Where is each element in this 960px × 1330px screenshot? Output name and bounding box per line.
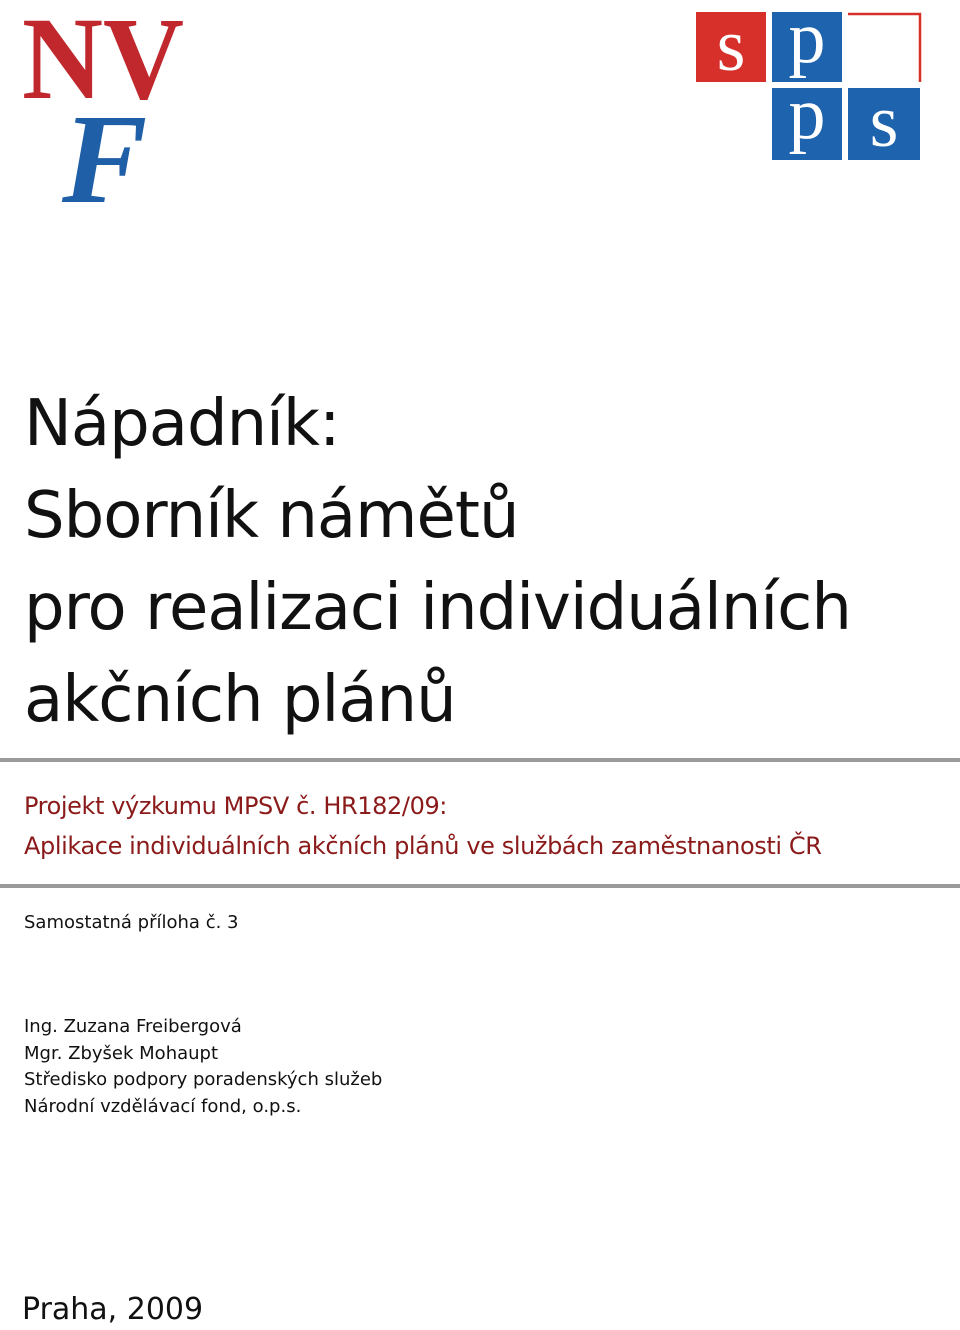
title-line-3: pro realizaci individuálních	[24, 571, 851, 645]
nvf-logo-nv: NV	[22, 6, 184, 124]
title-line-4: akčních plánů	[24, 663, 456, 737]
spps-tile-p2: p	[788, 73, 826, 155]
annex-label: Samostatná příloha č. 3	[24, 912, 239, 933]
title-line-2: Sborník námětů	[24, 479, 519, 553]
spps-tile-s2: s	[869, 81, 899, 162]
spps-logo	[696, 12, 924, 162]
author-1: Ing. Zuzana Freibergová	[24, 1016, 242, 1037]
project-line-2: Aplikace individuálních akčních plánů ve službách zaměstnanosti ČR	[24, 832, 822, 860]
project-info	[24, 786, 822, 866]
place-date: Praha, 2009	[22, 1292, 204, 1327]
organization: Národní vzdělávací fond, o.p.s.	[24, 1095, 302, 1117]
divider-top	[0, 758, 960, 762]
author-2: Mgr. Zbyšek Mohaupt	[24, 1042, 219, 1064]
document-title	[24, 378, 851, 746]
title-line-1: Nápadník:	[24, 387, 340, 461]
nvf-logo	[22, 6, 186, 206]
authors-block	[24, 1014, 382, 1120]
divider-bottom	[0, 884, 960, 888]
project-line-1: Projekt výzkumu MPSV č. HR182/09:	[24, 792, 447, 820]
spps-tile-p1: p	[788, 12, 826, 79]
spps-tile-s1: s	[716, 12, 746, 87]
nvf-logo-f: F	[62, 88, 148, 206]
organization-unit: Středisko podpory poradenských služeb	[24, 1069, 383, 1090]
